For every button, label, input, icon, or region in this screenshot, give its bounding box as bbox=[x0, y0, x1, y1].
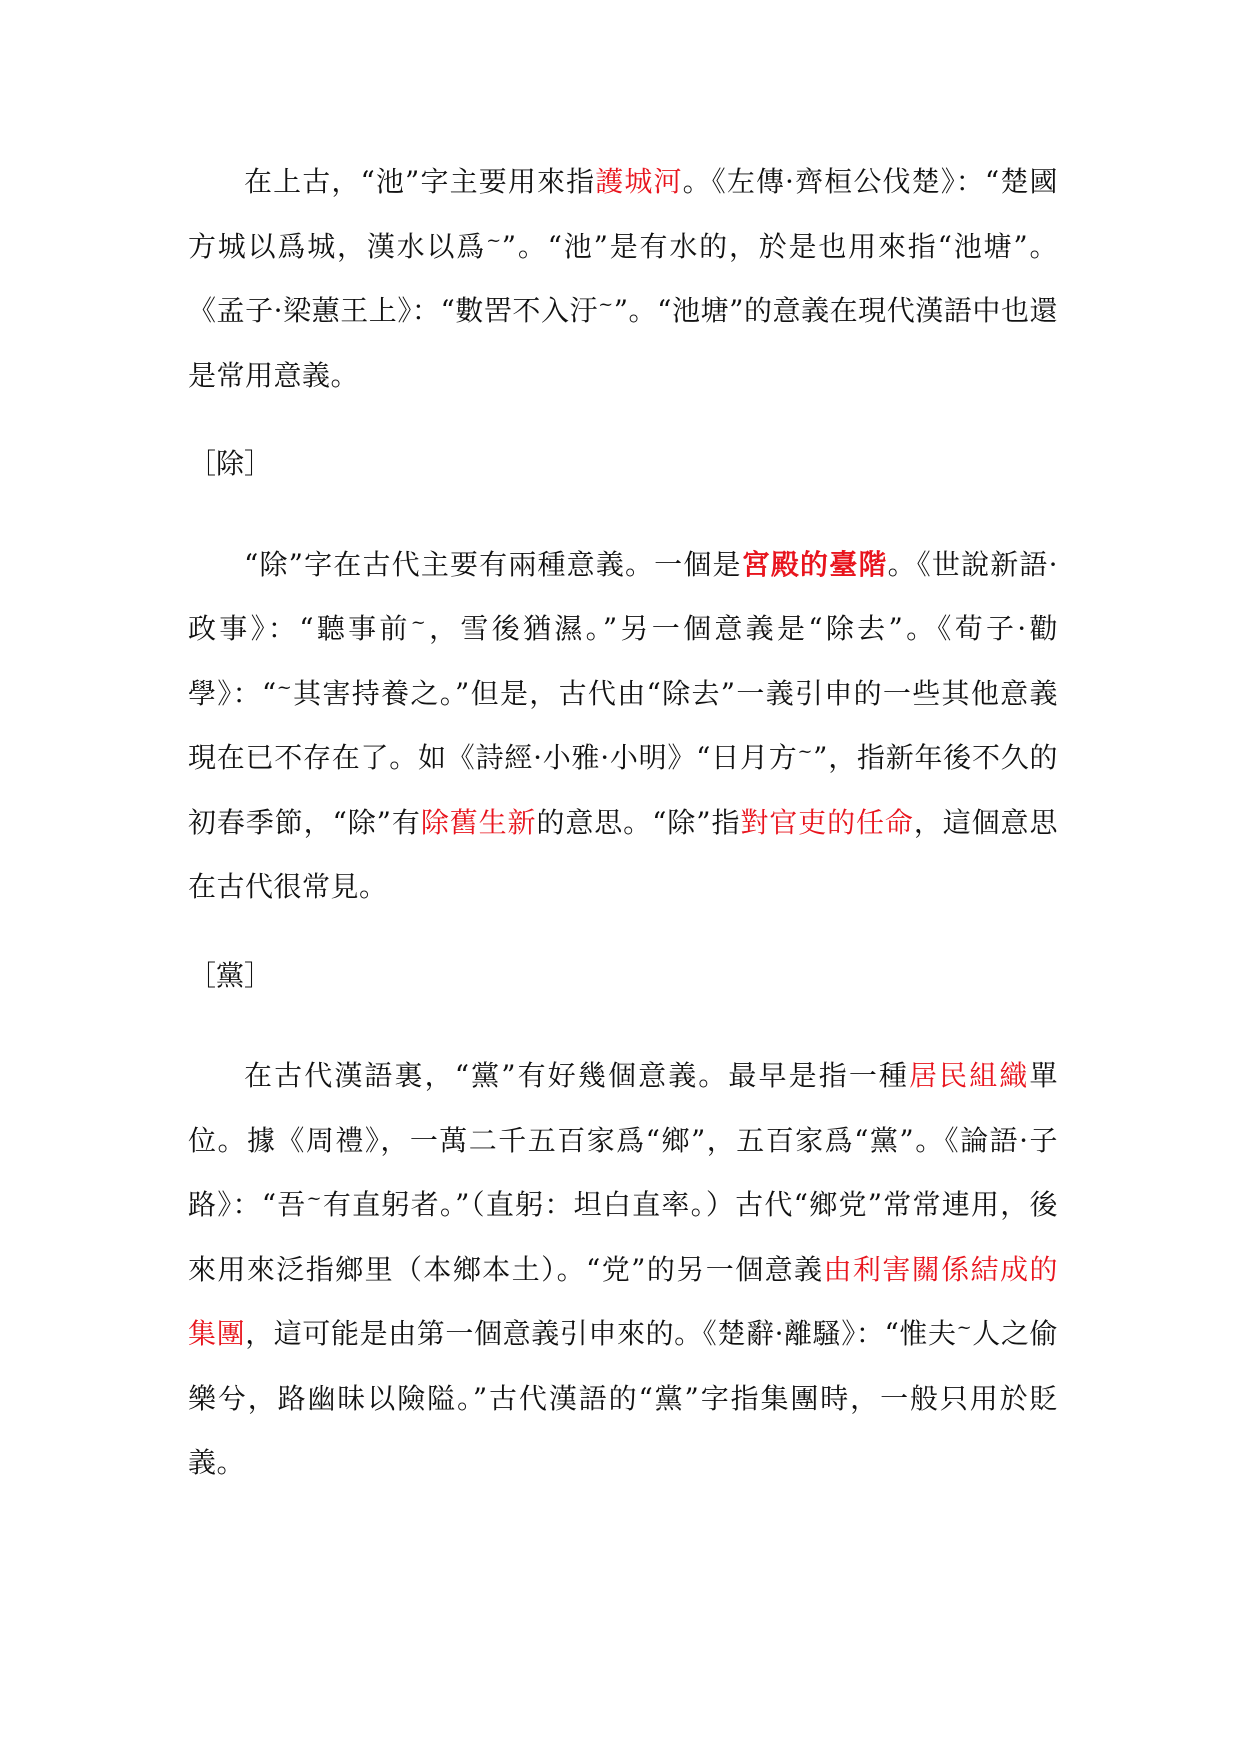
text-run: “除”字在古代主要有兩種意義。一個是 bbox=[244, 547, 742, 581]
text-run: ，這個意思在古代很常見。 bbox=[188, 805, 1058, 903]
tilde-mark: ~ bbox=[306, 1188, 323, 1209]
tilde-mark: ~ bbox=[598, 294, 614, 315]
text-run: 其害持養之。”但是，古代由“除去”一義引申的一些其他意義現在已不存在了。如《詩經·小雅·小明》“日月方 bbox=[188, 676, 1058, 774]
highlight-appointment: 對官吏的任命 bbox=[740, 805, 914, 839]
highlight-moat: 護城河 bbox=[595, 165, 683, 198]
text-run: 在上古，“池”字主要用來指 bbox=[244, 165, 596, 198]
tilde-mark: ~ bbox=[410, 612, 427, 633]
tilde-mark: ~ bbox=[276, 676, 293, 698]
heading-chu: ［除］ bbox=[188, 447, 273, 480]
heading-dang: ［黨］ bbox=[188, 958, 273, 992]
tilde-mark: ~ bbox=[956, 1317, 973, 1338]
paragraph-chi bbox=[188, 150, 1058, 408]
tilde-mark: ~ bbox=[486, 229, 502, 251]
text-run: 人之偷樂兮，路幽昧以險隘。”古代漢語的“黨”字指集團時，一般只用於貶義。 bbox=[188, 1317, 1058, 1479]
paragraph-dang bbox=[188, 1044, 1058, 1496]
highlight-faction: 由利害關係結成的集團 bbox=[188, 1252, 1058, 1350]
text-run: ”。“池塘”的意義在現代漢語中也還是常用意義。 bbox=[188, 294, 1058, 392]
text-run: 。《世說新語·政事》：“聽事前 bbox=[188, 547, 1058, 645]
text-run: 。《左傳·齊桓公伐楚》：“楚國方城以爲城，漢水以爲 bbox=[188, 165, 1058, 263]
paragraph-chu bbox=[188, 533, 1058, 920]
text-run: ”。“池”是有水的，於是也用來指“池塘”。《孟子·梁蕙王上》：“數罟不入汙 bbox=[188, 229, 1058, 327]
text-run: ”，指新年後不久的初春季節，“除”有 bbox=[188, 741, 1058, 839]
text-run: 的意思。“除”指 bbox=[536, 805, 741, 839]
text-run: 單位。據《周禮》，一萬二千五百家爲“鄉”，五百家爲“黨”。《論語·子路》：“吾 bbox=[188, 1059, 1058, 1221]
document-page bbox=[188, 150, 1058, 1496]
highlight-renewal: 除舊生新 bbox=[420, 805, 537, 839]
text-run: 有直躬者。”（直躬：坦白直率。）古代“鄉党”常常連用，後來用來泛指鄉里（本鄉本土）。“党”的另一個意義 bbox=[188, 1188, 1058, 1286]
text-run: ，這可能是由第一個意義引申來的。《楚辭·離騷》：“惟夫 bbox=[245, 1317, 957, 1350]
highlight-palace-steps: 宮殿的臺階 bbox=[741, 547, 888, 581]
text-run: 在古代漢語裏，“黨”有好幾個意義。最早是指一種 bbox=[244, 1059, 910, 1092]
tilde-mark: ~ bbox=[797, 741, 814, 762]
highlight-residential-unit: 居民組織 bbox=[909, 1059, 1030, 1092]
text-run: ，雪後猶濕。”另一個意義是“除去”。《荀子·勸學》：“ bbox=[188, 612, 1058, 710]
